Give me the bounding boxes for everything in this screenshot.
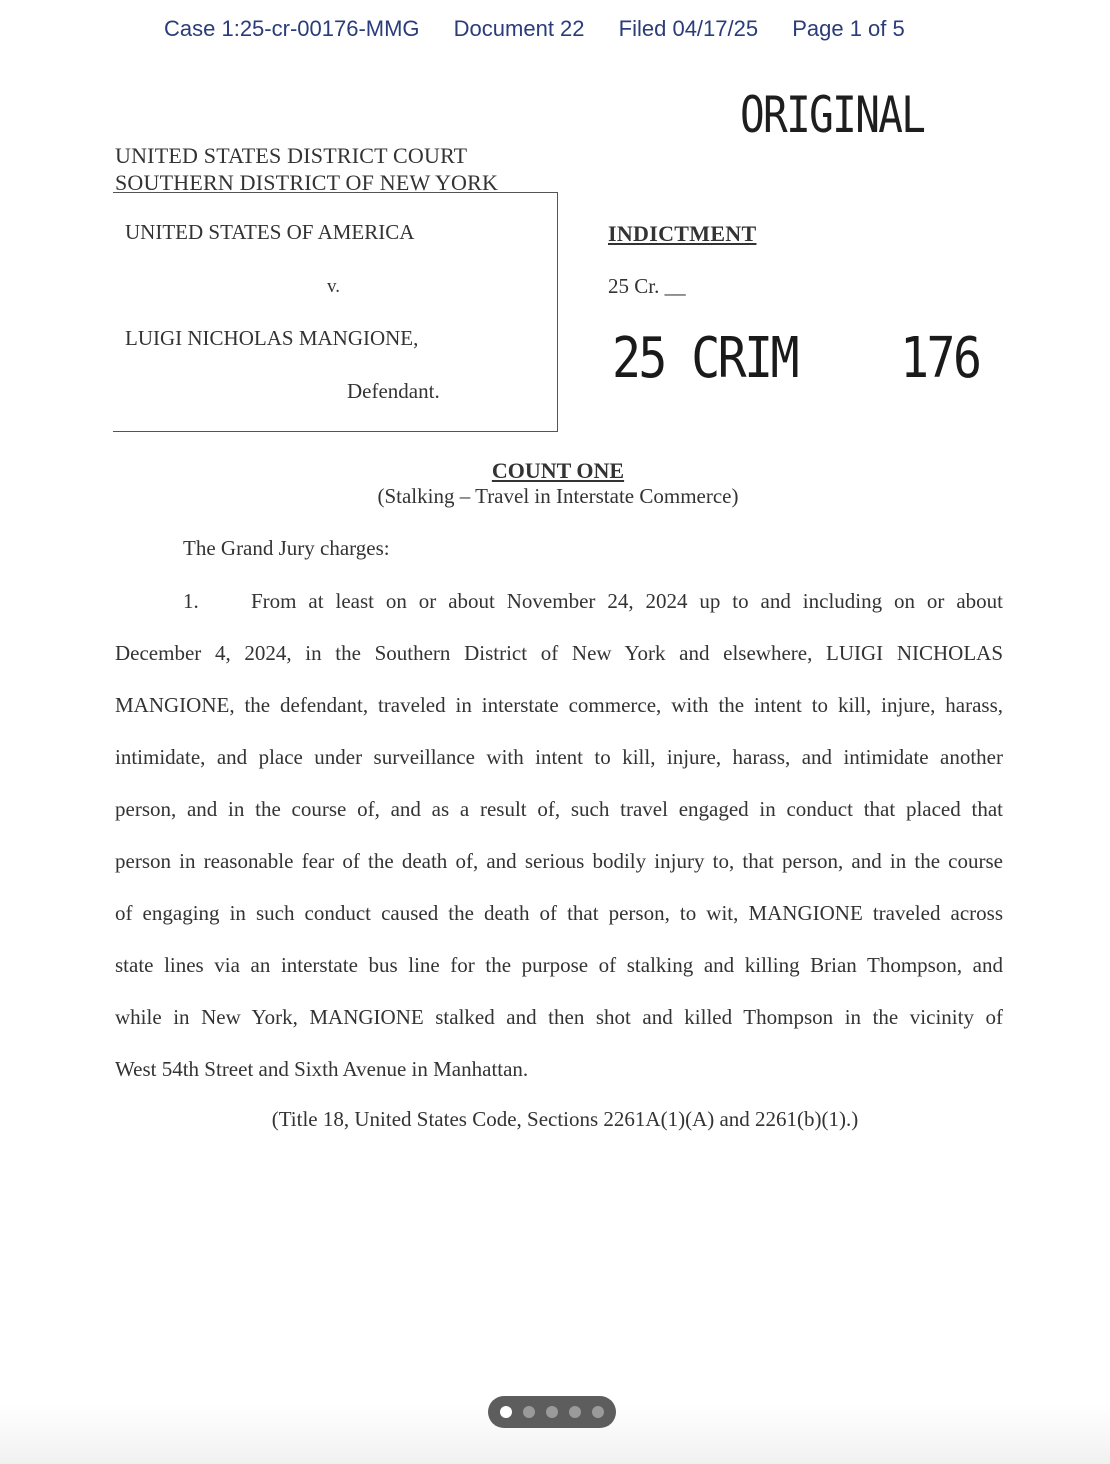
indictment-title: INDICTMENT [608,221,757,246]
page-indicator: Page 1 of 5 [792,16,905,41]
stamp-crim: 25 CRIM [612,326,797,391]
versus-label: v. [327,276,341,297]
statute-citation: (Title 18, United States Code, Sections 2261A(1)(A) and 2261(b)(1).) [271,1107,859,1131]
pager-dot-1[interactable] [500,1406,512,1418]
paragraph-line: From at least on or about November 24, 2024 up to and including on or about [251,589,1003,613]
filed-date: Filed 04/17/25 [618,16,759,41]
count-subtitle: (Stalking – Travel in Interstate Commerce) [377,484,739,508]
defendant-name: LUIGI NICHOLAS MANGIONE, [125,326,419,350]
count-title: COUNT ONE [491,458,625,483]
case-number-stamp [612,326,979,391]
case-number: Case 1:25-cr-00176-MMG [164,16,420,41]
defendant-label: Defendant. [347,379,440,403]
paragraph-line: December 4, 2024, in the Southern District of New York and elsewhere, LUIGI NICHOLAS [115,641,1003,665]
plaintiff-name: UNITED STATES OF AMERICA [125,220,415,244]
paragraph-line: intimidate, and place under surveillance with intent to kill, injure, harass, and intimidate another [115,745,1003,769]
paragraph-line: person, and in the course of, and as a result of, such travel engaged in conduct that placed that [115,797,1003,821]
court-name [115,142,498,196]
pager-dot-5[interactable] [592,1406,604,1418]
stamp-number: 176 [900,326,980,391]
criminal-number-line: 25 Cr. __ [608,274,686,298]
paragraph-line: person in reasonable fear of the death of, and serious bodily injury to, that person, and in the course [115,849,1003,873]
charges-intro: The Grand Jury charges: [183,536,390,560]
paragraph-line: MANGIONE, the defendant, traveled in interstate commerce, with the intent to kill, injure, harass, [115,693,1003,717]
pager-dot-3[interactable] [546,1406,558,1418]
court-line-1: UNITED STATES DISTRICT COURT [115,143,468,168]
carousel-pager [488,1396,616,1428]
document-number: Document 22 [453,16,585,41]
original-stamp: ORIGINAL [740,86,925,144]
ecf-header [164,16,905,42]
paragraph-line: state lines via an interstate bus line for the purpose of stalking and killing Brian Thompson, and [115,953,1003,977]
paragraph-number: 1. [183,589,199,613]
pager-dot-4[interactable] [569,1406,581,1418]
pager-dot-2[interactable] [523,1406,535,1418]
paragraph-line: while in New York, MANGIONE stalked and then shot and killed Thompson in the vicinity of [115,1005,1003,1029]
court-line-2: SOUTHERN DISTRICT OF NEW YORK [115,170,499,195]
paragraph-first-line [183,587,1003,615]
paragraph-line: West 54th Street and Sixth Avenue in Manhattan. [115,1057,529,1081]
paragraph-line: of engaging in such conduct caused the death of that person, to wit, MANGIONE traveled across [115,901,1003,925]
